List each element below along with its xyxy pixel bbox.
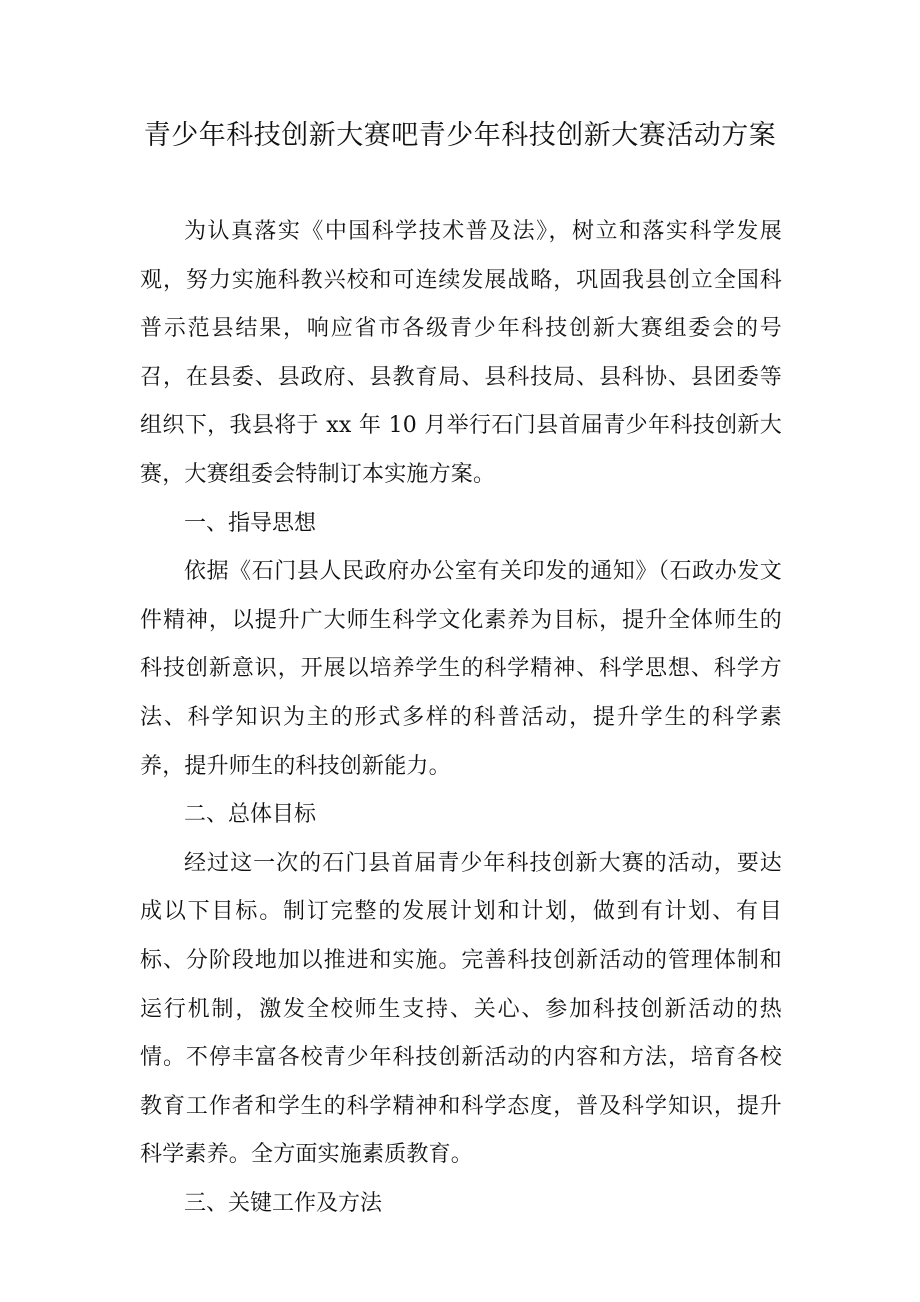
section-heading-guiding-ideology: 一、指导思想 <box>184 510 317 536</box>
intro-paragraph: 为认真落实《中国科学技术普及法》，树立和落实科学发展观，努力实施科教兴校和可连续发展战略，巩固我县创立全国科普示范县结果，响应省市各级青少年科技创新大赛组委会的号召，在县委、县政府、县教育局、县科技局、县科协、县团委等组织下，我县将于 xx 年 10 月举行石门县首届青少年科技创新大赛，大赛组委会特制订本实施方案。 <box>140 219 782 487</box>
document-body <box>140 208 782 1228</box>
document-title: 青少年科技创新大赛吧青少年科技创新大赛活动方案 <box>143 120 777 151</box>
section-heading-key-work: 三、关键工作及方法 <box>184 1190 383 1216</box>
section-heading-overall-goals: 二、总体目标 <box>184 802 317 828</box>
section-body-guiding-ideology: 依据《石门县人民政府办公室有关印发的通知》（石政办发文件精神，以提升广大师生科学文化素养为目标，提升全体师生的科技创新意识，开展以培养学生的科学精神、科学思想、科学方法、科学知识为主的形式多样的科普活动，提升学生的科学素养，提升师生的科技创新能力。 <box>140 559 782 779</box>
section-body-overall-goals: 经过这一次的石门县首届青少年科技创新大赛的活动，要达成以下目标。制订完整的发展计划和计划，做到有计划、有目标、分阶段地加以推进和实施。完善科技创新活动的管理体制和运行机制，激发全校师生支持、关心、参加科技创新活动的热情。不停丰富各校青少年科技创新活动的内容和方法，培育各校教育工作者和学生的科学精神和科学态度，普及科学知识，提升科学素养。全方面实施素质教育。 <box>140 850 782 1168</box>
